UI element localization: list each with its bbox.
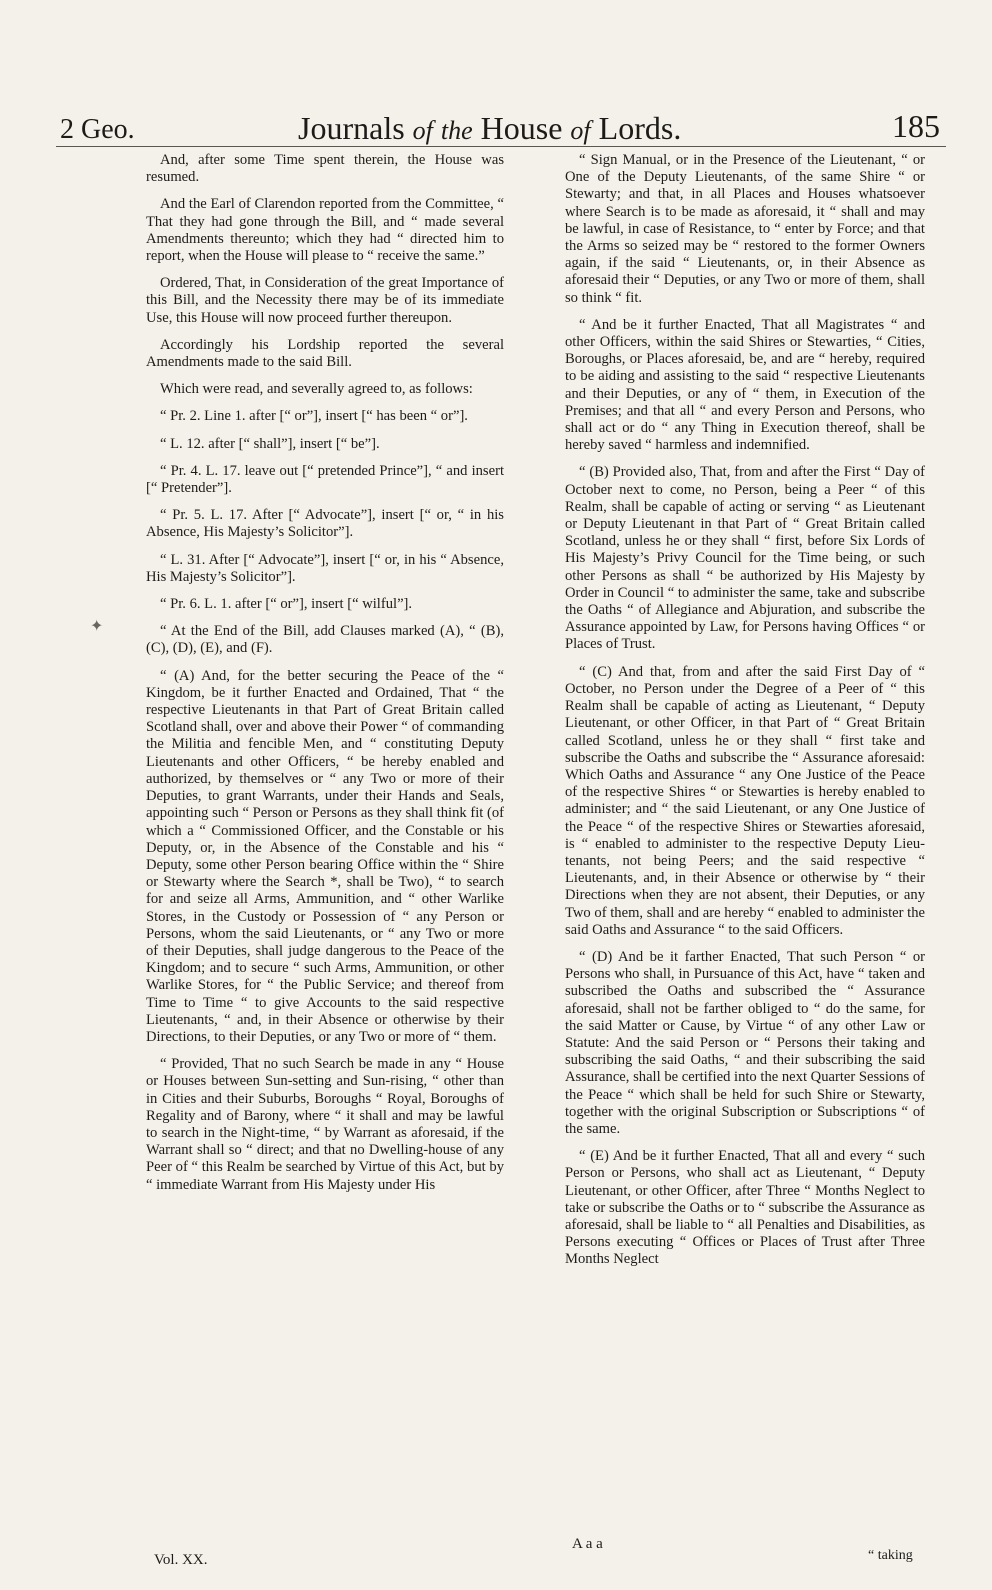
title-word: the (440, 116, 473, 145)
catchword: “ taking (868, 1548, 913, 1563)
title-word: Journals (298, 110, 405, 146)
margin-mark: ✦ (90, 618, 104, 635)
paragraph: “ At the End of the Bill, add Clauses marked (A), “ (B), (C), (D), (E), and (F). (146, 623, 504, 657)
title-word: House (480, 110, 563, 146)
title-word: Lords. (598, 110, 682, 146)
paragraph: “ (A) And, for the better securing the Peace of the “ Kingdom, be it further Enacted and Ordained, That “ the respective Lieutenants in that Part of Great Britain called Scotland shall, over and above their Power “ of commanding the Militia and fencible Men, and “ constituting Deputy Lieutenants and other Officers, “ be hereby enabled and authorized, by themselves or “ any Two or more of their Deputies, to grant Warrants, under their Hands and Seals, appointing such “ Person or Persons as they shall think fit (of which a “ Commissioned Officer, and the Constable or his Deputy, or, in the Absence of the Constable and his “ Deputy, some other Person bearing Office within the “ Shire or Stewarty where the Search *, shall be Two), “ to search for and seize all Arms, Ammunition, and “ other Warlike Stores, in the Custody or Possession of “ any Person or Persons, whom the said Lieutenants, or “ any Two or more of their Deputies, shall judge dangerous to the Peace of the Kingdom; and to secure “ such Arms, Ammunition, or other Warlike Stores, for “ the Public Service; and thereof from Time to Time “ to give Accounts to the said respective Lieutenants, “ and, in their Absence or otherwise by their Directions, to their Deputies, or any Two or more of “ them. (146, 667, 504, 1045)
page-header (60, 100, 940, 150)
paragraph: “ (D) And be it farther Enacted, That such Person “ or Persons who shall, in Pursuance of this Act, have “ taken and subscribed the Oaths and subscribed the “ Assurance aforesaid, shall not be farther obliged to “ do the same, for the said Matter or Cause, by Virtue “ of any other Law or Statute: And the said Person or “ Persons their taking and subscribing the said Oaths, “ and their subscribing the said Assurance, shall be certified into the next Quarter Sessions of the Peace “ which shall be held for such Shire or Stewarty, together with the original Subscription or Subscriptions “ of the same. (565, 948, 925, 1137)
left-column (146, 152, 504, 1201)
paragraph: “ Pr. 4. L. 17. leave out [“ pretended Prince”], “ and insert [“ Pretender”]. (146, 462, 504, 497)
volume-label: Vol. XX. (154, 1552, 208, 1568)
paragraph: Which were read, and severally agreed to, as follows: (160, 381, 473, 398)
paragraph: “ Sign Manual, or in the Presence of the Lieutenant, “ or One of the Deputy Lieutenants, of the same Shire “ or Stewarty; and that, in all Places and Houses whatsoever where Search is to be made as aforesaid, it “ shall and may be lawful, in case of Resistance, to “ enter by Force; and that the Arms so seized may be “ restored to the former Owners again, if the said “ Lieutenants, or, in their Absence as aforesaid their “ Deputies, or any Two or more of them, shall so think “ fit. (565, 152, 925, 306)
right-column (565, 152, 925, 1276)
running-title (298, 110, 681, 147)
paragraph: “ (C) And that, from and after the said First Day of “ October, no Person under the Degree of a Peer of “ this Realm shall be capable of acting as Lieutenant, “ Deputy Lieutenant, or other Officer, in that Part of “ Great Britain called Scotland, unless he or they shall “ first take and subscribe the Oaths and subscribe the “ Assurance aforesaid: Which Oaths and Assurance “ any One Justice of the Peace of the respective Shires “ or Stewarties is hereby enabled to administer; and “ the said Lieutenant, or any One Justice of the Peace “ of the respective Shires or Stewarties aforesaid, is “ enabled to administer to the respective Deputy Lieutenants, not being Peers; and the said respective “ Lieutenants, and, in their Absence or otherwise by “ their Directions when they are not absent, their Deputies, or any Two of them, shall and are hereby “ enabled to administer the said Oaths and Assurance “ to the said Officers. (565, 663, 925, 938)
paragraph: And, after some Time spent therein, the House was resumed. (146, 152, 504, 186)
title-word: of (412, 116, 433, 145)
header-rule (56, 146, 946, 147)
paragraph: “ And be it further Enacted, That all Magistrates “ and other Officers, within the said Shires or Stewarties, “ Cities, Boroughs, or Places aforesaid, be, and are “ hereby, required to be aiding and assisting to the said “ respective Lieutenants and their Deputies, or any of “ them, in Execution of the Premises; and that all “ and every Person and Persons, who shall act or do “ any Thing in Execution thereof, shall be hereby saved “ harmless and indemnified. (565, 316, 925, 454)
paragraph: “ Pr. 6. L. 1. after [“ or”], insert [“ wilful”]. (160, 596, 413, 613)
paragraph: “ (B) Provided also, That, from and after the First “ Day of October next to come, no Person, being a Peer “ of this Realm, shall be capable of acting or serving “ as Lieutenant or Deputy Lieutenant in that Part of “ Great Britain called Scotland, unless he or they shall “ first, before Six Lords of His Majesty’s Privy Council for the Time being, or such other Persons as shall “ be authorized by His Majesty by Order in Council “ to administer the same, take and subscribe the Oaths “ of Allegiance and Abjuration, and subscribe the Assurance appointed by Law, for Persons having Offices “ or Places of Trust. (565, 464, 925, 653)
title-word: of (570, 116, 591, 145)
header-reign: 2 Geo. (60, 114, 135, 145)
paragraph: Accordingly his Lordship reported the several Amendments made to the said Bill. (146, 336, 504, 371)
paragraph: “ L. 12. after [“ shall”], insert [“ be”]. (160, 435, 380, 452)
paragraph: Ordered, That, in Consideration of the great Importance of this Bill, and the Necessity there may be of its immediate Use, this House will now proceed further thereupon. (146, 275, 504, 326)
paragraph: “ (E) And be it further Enacted, That all and every “ such Person or Persons, who shall act as Lieutenant, “ Deputy Lieutenant, or other Officer, after Three “ Months Neglect to take or subscribe the Oaths or to “ subscribe the Assurance as aforesaid, shall be liable to “ all Penalties and Disabilities, as Persons executing “ Offices or Places of Trust after Three Months Neglect (565, 1148, 925, 1268)
page-number: 185 (892, 108, 940, 144)
paragraph: “ Pr. 5. L. 17. After [“ Advocate”], insert [“ or, “ in his Absence, His Majesty’s Solicitor”]. (146, 507, 504, 541)
paragraph: “ Pr. 2. Line 1. after [“ or”], insert [“ has been “ or”]. (160, 408, 468, 425)
paragraph: “ L. 31. After [“ Advocate”], insert [“ or, in his “ Absence, His Majesty’s Solicitor”]. (146, 551, 504, 585)
signature-mark: A a a (572, 1536, 603, 1552)
paragraph: And the Earl of Clarendon reported from the Committee, “ That they had gone through the Bill, and “ made several Amendments thereunto; which they had “ directed him to report, when the House will please to “ receive the same.” (146, 196, 504, 265)
paragraph: “ Provided, That no such Search be made in any “ House or Houses between Sun-setting and Sun-rising, “ other than in Cities and their Suburbs, Boroughs “ Royal, Boroughs of Regality and of Barony, where “ it shall and may be lawful to search in the Night-time, “ by Warrant as aforesaid, if the Warrant shall so “ direct; and that no Dwelling-house of any Peer of “ this Realm be searched by Virtue of this Act, but by “ immediate Warrant from His Majesty under His (146, 1056, 504, 1193)
